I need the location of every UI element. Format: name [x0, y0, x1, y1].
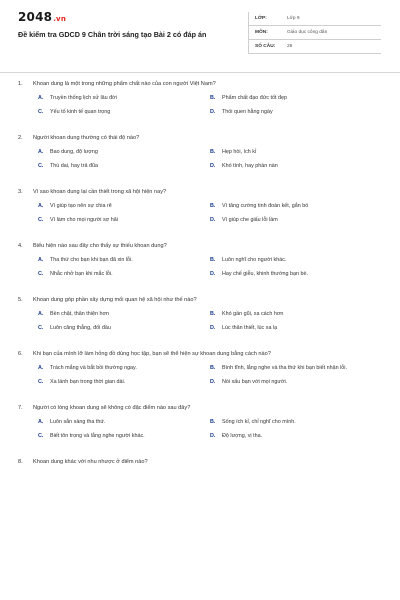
option-list: [38, 311, 386, 332]
option-text: Nhắc nhở bạn khi mắc lỗi.: [50, 270, 113, 277]
answer-option[interactable]: [38, 203, 210, 211]
question-item: [18, 296, 386, 332]
option-letter: D.: [210, 432, 216, 439]
option-text: Bao dung, độ lượng: [50, 149, 98, 155]
option-list: [38, 203, 386, 224]
answer-option[interactable]: [38, 109, 210, 117]
option-text: Truyền thống lịch sử lâu đời: [50, 95, 117, 101]
question-line: [18, 242, 386, 250]
option-text: Tha thứ cho bạn khi bạn đã xin lỗi.: [50, 257, 133, 263]
answer-option[interactable]: [210, 433, 382, 441]
option-letter: C.: [38, 216, 44, 223]
info-key: LỚP:: [255, 16, 267, 21]
option-letter: B.: [210, 419, 216, 425]
option-text: Sống ích kỉ, chỉ nghĩ cho mình.: [222, 419, 296, 425]
answer-option[interactable]: [210, 95, 382, 103]
option-list: [38, 257, 386, 278]
option-text: Biết tôn trọng và lắng nghe người khác.: [50, 432, 145, 439]
info-value: Giáo dục công dân: [287, 30, 328, 35]
option-text: Luôn nghĩ cho người khác.: [222, 257, 287, 263]
option-list: [38, 419, 386, 440]
info-row-count: [249, 40, 381, 54]
question-text: Người có lòng khoan dung sẽ không có đặc điểm nào sau đây?: [33, 405, 191, 411]
answer-option[interactable]: [210, 325, 382, 333]
answer-option[interactable]: [210, 311, 382, 319]
option-row: [38, 217, 386, 225]
option-letter: B.: [210, 203, 216, 209]
answer-option[interactable]: [38, 95, 210, 103]
option-row: [38, 203, 386, 211]
option-letter: C.: [38, 108, 44, 115]
option-row: [38, 149, 386, 157]
question-line: [18, 404, 386, 412]
info-row-subject: [249, 26, 381, 40]
option-letter: D.: [210, 270, 216, 277]
option-text: Bình tĩnh, lắng nghe và tha thứ khi bạn biết nhận lỗi.: [222, 365, 347, 371]
answer-option[interactable]: [38, 311, 210, 319]
answer-option[interactable]: [210, 257, 382, 265]
option-row: [38, 95, 386, 103]
option-letter: B.: [210, 95, 216, 101]
question-item: [18, 134, 386, 170]
option-letter: C.: [38, 270, 44, 277]
question-text: Người khoan dung thường có thái độ nào?: [33, 135, 140, 141]
info-value: 28: [287, 44, 293, 49]
question-line: [18, 188, 386, 196]
answer-option[interactable]: [38, 419, 210, 427]
option-letter: C.: [38, 378, 44, 385]
option-list: [38, 95, 386, 116]
option-text: Phẩm chất đạo đức tốt đẹp: [222, 95, 288, 101]
info-value: Lớp 9: [287, 16, 300, 21]
question-item: [18, 242, 386, 278]
option-text: Trách mắng và bắt bồi thường ngay.: [50, 365, 137, 371]
option-letter: D.: [210, 108, 216, 115]
question-text: Vì sao khoan dung lại cần thiết trong xã hội hiện nay?: [33, 189, 167, 195]
answer-option[interactable]: [38, 365, 210, 373]
question-line: [18, 350, 386, 358]
option-row: [38, 433, 386, 441]
option-text: Nói xấu bạn với mọi người.: [222, 378, 288, 385]
option-row: [38, 163, 386, 171]
option-letter: A.: [38, 257, 44, 263]
answer-option[interactable]: [38, 149, 210, 157]
logo-text: 2048: [18, 10, 53, 24]
option-letter: A.: [38, 95, 44, 101]
option-row: [38, 379, 386, 387]
option-letter: C.: [38, 162, 44, 169]
answer-option[interactable]: [210, 203, 382, 211]
question-line: [18, 80, 386, 88]
option-text: Vì giúp che giấu lỗi lầm: [222, 216, 278, 223]
question-number: 1.: [18, 81, 23, 87]
option-letter: A.: [38, 419, 44, 425]
option-text: Hẹp hòi, ích kỉ: [222, 149, 257, 155]
question-item: [18, 80, 386, 116]
info-row-class: [249, 12, 381, 26]
option-letter: C.: [38, 324, 44, 331]
question-number: 6.: [18, 351, 23, 357]
answer-option[interactable]: [38, 433, 210, 441]
question-text: Biểu hiện nào sau đây cho thấy sự thiếu khoan dung?: [33, 243, 167, 249]
option-text: Bền chặt, thân thiện hơn: [50, 311, 109, 317]
option-text: Hay chế giễu, khinh thường bạn bè.: [222, 270, 308, 277]
option-row: [38, 109, 386, 117]
option-row: [38, 257, 386, 265]
option-row: [38, 325, 386, 333]
question-line: [18, 458, 386, 466]
option-letter: D.: [210, 162, 216, 169]
answer-option[interactable]: [38, 379, 210, 387]
question-line: [18, 134, 386, 142]
document-title: Đề kiểm tra GDCD 9 Chân trời sáng tạo Bài 2 có đáp án: [18, 30, 207, 39]
question-item: [18, 188, 386, 224]
question-item: [18, 458, 386, 466]
question-number: 3.: [18, 189, 23, 195]
option-row: [38, 365, 386, 373]
question-text: Khoan dung góp phần xây dựng mối quan hệ xã hội như thế nào?: [33, 297, 197, 303]
option-text: Luôn căng thẳng, đối đầu: [50, 324, 111, 331]
option-letter: D.: [210, 324, 216, 331]
answer-option[interactable]: [210, 419, 382, 427]
answer-option[interactable]: [210, 163, 382, 171]
answer-option[interactable]: [38, 325, 210, 333]
option-text: Yếu tố kinh tế quan trọng: [50, 108, 111, 115]
question-text: Khi bạn của mình lỡ làm hỏng đồ dùng học tập, bạn sẽ thể hiện sự khoan dung bằng cách nào?: [33, 351, 271, 357]
question-text: Khoan dung khác với nhu nhược ở điểm nào?: [33, 459, 148, 465]
option-text: Vì giúp tạo nên sự chia rẽ: [50, 203, 112, 209]
answer-option[interactable]: [210, 271, 382, 279]
site-logo[interactable]: [18, 10, 66, 24]
option-text: Lúc thân thiết, lúc xa lạ: [222, 324, 278, 331]
answer-option[interactable]: [210, 149, 382, 157]
option-letter: A.: [38, 365, 44, 371]
question-line: [18, 296, 386, 304]
answer-option[interactable]: [210, 379, 382, 387]
question-number: 8.: [18, 459, 23, 465]
option-text: Thói quen hằng ngày: [222, 108, 273, 115]
option-row: [38, 311, 386, 319]
question-text: Khoan dung là một trong những phẩm chất nào của con người Việt Nam?: [33, 81, 216, 87]
answer-option[interactable]: [38, 163, 210, 171]
option-letter: B.: [210, 257, 216, 263]
option-text: Khó gần gũi, xa cách hơn: [222, 311, 284, 317]
option-text: Độ lượng, vị tha.: [222, 432, 263, 439]
answer-option[interactable]: [38, 271, 210, 279]
info-key: SỐ CÂU:: [255, 44, 276, 49]
answer-option[interactable]: [38, 257, 210, 265]
document-header: [0, 0, 400, 66]
option-text: Vì làm cho mọi người sợ hãi: [50, 216, 118, 223]
answer-option[interactable]: [38, 217, 210, 225]
option-text: Khó tính, hay phàn nàn: [222, 162, 278, 169]
info-table: [248, 12, 381, 54]
option-letter: D.: [210, 378, 216, 385]
option-letter: A.: [38, 203, 44, 209]
option-letter: B.: [210, 365, 216, 371]
answer-option[interactable]: [210, 365, 382, 373]
option-letter: D.: [210, 216, 216, 223]
logo-suffix: .vn: [53, 15, 67, 23]
question-number: 2.: [18, 135, 23, 141]
option-letter: C.: [38, 432, 44, 439]
answer-option[interactable]: [210, 217, 382, 225]
option-list: [38, 149, 386, 170]
option-list: [38, 365, 386, 386]
option-letter: B.: [210, 311, 216, 317]
option-text: Luôn sẵn sàng tha thứ.: [50, 419, 106, 425]
question-item: [18, 404, 386, 440]
info-key: MÔN:: [255, 30, 268, 35]
header-divider: [0, 72, 400, 73]
question-number: 5.: [18, 297, 23, 303]
option-text: Xa lánh bạn trong thời gian dài.: [50, 378, 126, 385]
option-letter: A.: [38, 311, 44, 317]
option-row: [38, 271, 386, 279]
question-list: [18, 80, 386, 466]
question-number: 4.: [18, 243, 23, 249]
option-text: Thù dai, hay trả đũa: [50, 162, 98, 169]
answer-option[interactable]: [210, 109, 382, 117]
option-text: Vì tăng cường tinh đoàn kết, gắn bó: [222, 203, 309, 209]
question-number: 7.: [18, 405, 23, 411]
option-letter: B.: [210, 149, 216, 155]
question-item: [18, 350, 386, 386]
option-row: [38, 419, 386, 427]
option-letter: A.: [38, 149, 44, 155]
